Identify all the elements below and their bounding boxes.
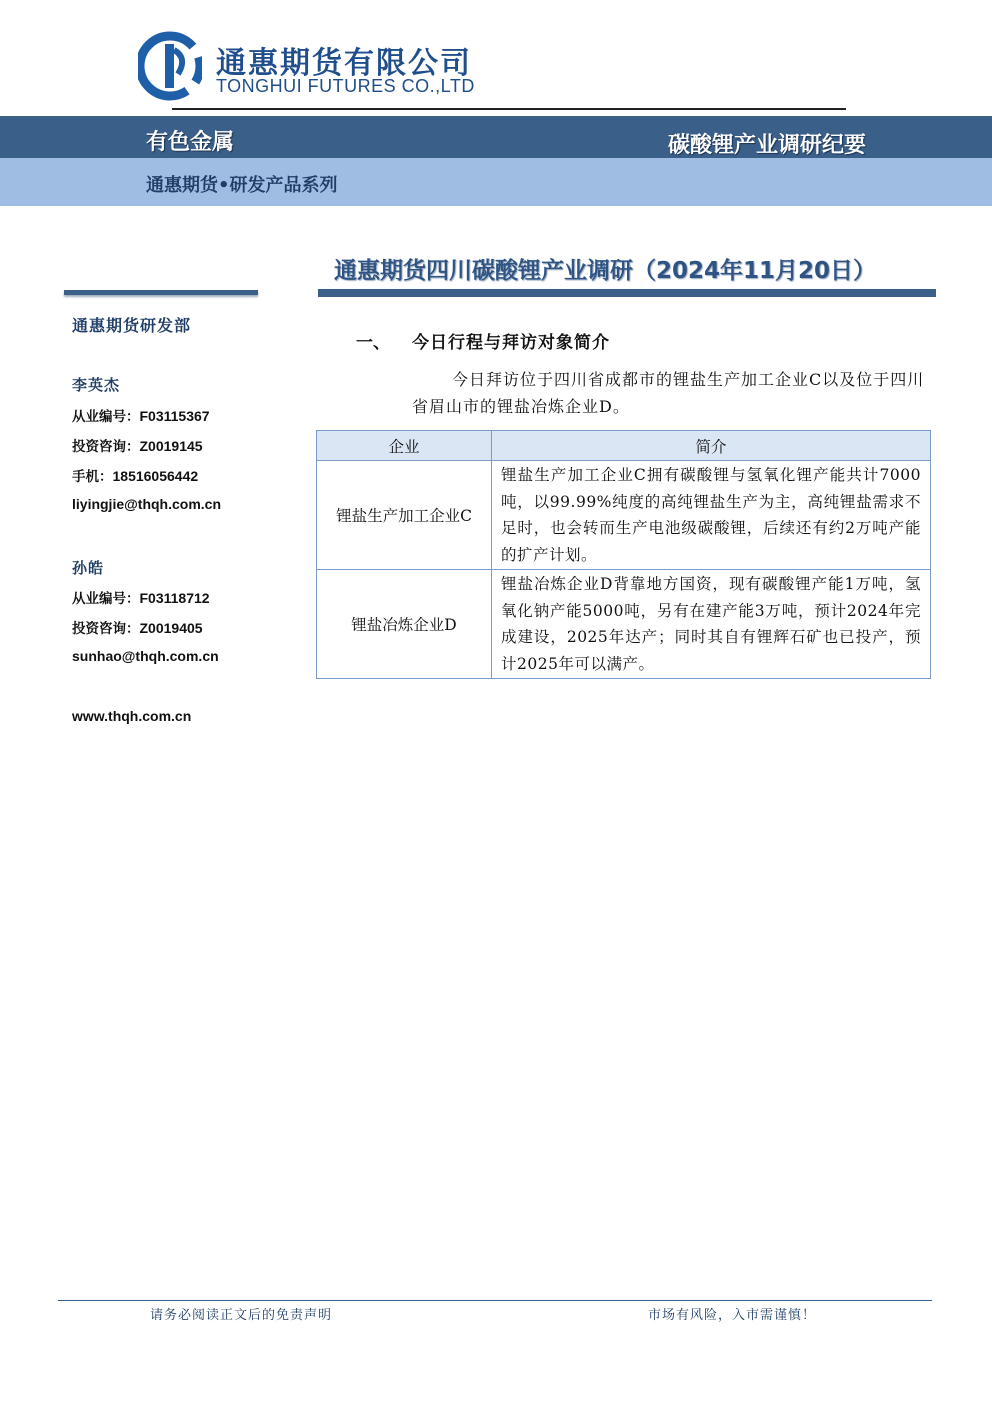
report-type-label: 碳酸锂产业调研纪要 [668, 133, 867, 158]
header-rule [172, 108, 846, 110]
table-header-description: 简介 [492, 431, 931, 461]
company-logo-icon [138, 30, 202, 102]
section-paragraph: 今日拜访位于四川省成都市的锂盐生产加工企业C以及位于四川省眉山市的锂盐冶炼企业D。 [412, 370, 925, 416]
footer-rule [58, 1300, 932, 1301]
table-cell-company: 锂盐生产加工企业C [317, 461, 492, 570]
website-link[interactable]: www.thqh.com.cn [72, 708, 192, 724]
analyst-license: 从业编号：F03115367 [72, 408, 210, 425]
analyst-name: 李英杰 [72, 376, 121, 394]
analyst-name: 孙皓 [72, 559, 105, 577]
analyst-license: 从业编号：F03118712 [72, 590, 210, 607]
series-label: 通惠期货•研发产品系列 [146, 175, 338, 196]
table-cell-description: 锂盐冶炼企业D背靠地方国资，现有碳酸锂产能1万吨，氢氧化钠产能5000吨，另有在建产能3万吨，预计2024年完成建设，2025年达产；同时其自有锂辉石矿也已投产，预计2025年可以满产。 [492, 570, 931, 679]
table-cell-description: 锂盐生产加工企业C拥有碳酸锂与氢氧化锂产能共计7000吨，以99.99%纯度的高纯锂盐生产为主，高纯锂盐需求不足时，也会转而生产电池级碳酸锂，后续还有约2万吨产能的扩产计划。 [492, 461, 931, 570]
document-title: 通惠期货四川碳酸锂产业调研（2024年11月20日） [334, 258, 877, 284]
footer-risk-warning: 市场有风险，入市需谨慎！ [648, 1308, 817, 1323]
table-cell-company: 锂盐冶炼企业D [317, 570, 492, 679]
sidebar-rule [64, 290, 258, 295]
company-table [316, 430, 931, 679]
category-label: 有色金属 [146, 130, 235, 155]
table-header-company: 企业 [317, 431, 492, 461]
table-header-row [317, 431, 931, 461]
company-name-en: TONGHUI FUTURES CO.,LTD [216, 76, 475, 96]
analyst-consult-id: 投资咨询：Z0019145 [72, 438, 203, 455]
section-number: 一、 [356, 333, 390, 353]
analyst-phone: 手机：18516056442 [72, 468, 199, 485]
table-row [317, 461, 931, 570]
analyst-email-link[interactable]: liyingjie@thqh.com.cn [72, 496, 221, 512]
section-title: 今日行程与拜访对象简介 [412, 333, 610, 353]
table-row [317, 570, 931, 679]
analyst-consult-id: 投资咨询：Z0019405 [72, 620, 203, 637]
title-rule [318, 289, 936, 297]
sidebar-department: 通惠期货研发部 [72, 316, 192, 335]
analyst-email-link[interactable]: sunhao@thqh.com.cn [72, 648, 219, 664]
footer-disclaimer: 请务必阅读正文后的免责声明 [150, 1308, 333, 1323]
company-name-cn: 通惠期货有限公司 [216, 46, 472, 81]
